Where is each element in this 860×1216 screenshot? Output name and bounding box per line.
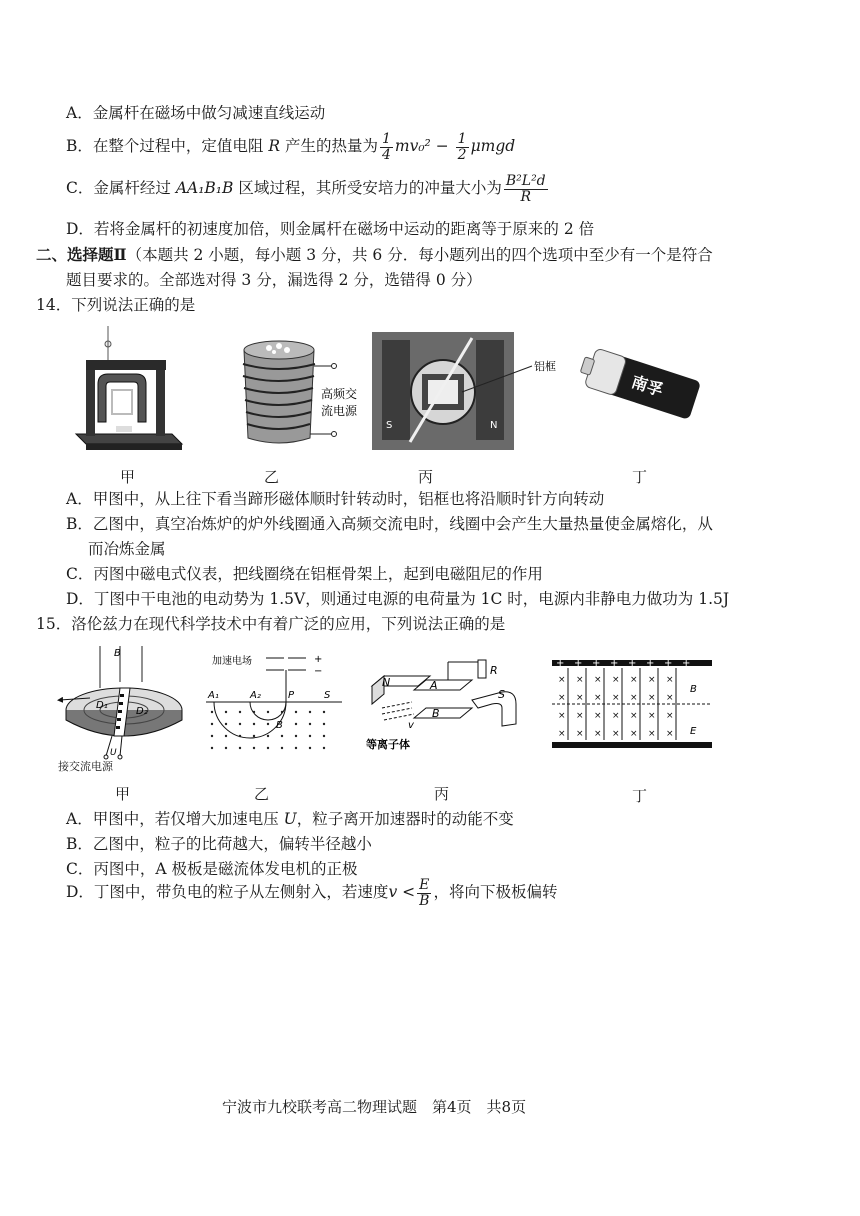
cyclotron-b-label: B [114,648,121,659]
spectrometer-a1: A₁ [208,690,219,701]
mhd-caption: 等离子体 [366,738,410,751]
svg-text:×: × [630,729,638,739]
mhd-s-label: S [498,688,505,701]
svg-text:×: × [648,711,656,721]
svg-text:×: × [594,729,602,739]
svg-text:×: × [630,675,638,685]
svg-text:+: + [556,658,565,669]
meter-n-label: N [490,420,498,431]
svg-text:×: × [594,675,602,685]
q15-caption-yi: 乙 [254,785,270,803]
spectrometer-s: S [324,690,331,701]
q13-option-d: D．若将金属杆的初速度加倍，则金属杆在磁场中运动的距离等于原来的 2 倍 [66,220,595,238]
svg-text:×: × [558,675,566,685]
q15-option-c: C．丙图中，A 极板是磁流体发电机的正极 [66,860,358,878]
furnace-label-2: 流电源 [321,404,358,418]
svg-text:×: × [576,675,584,685]
q14-option-d: D．丁图中干电池的电动势为 1.5V，则通过电源的电荷量为 1C 时，电源内非静电力做功为 1.5J [66,590,730,608]
q15-option-d: D．丁图中，带负电的粒子从左侧射入，若速度v < $\frac{E}{B}$ ，将向下极板偏转 [66,877,558,909]
svg-text:×: × [558,693,566,703]
q13-option-b: B．在整个过程中，定值电阻 R 产生的热量为 $\frac{1}{4}$ mv₀² − $\frac{1}{2}$ μmgd [66,131,516,163]
q14-caption-yi: 乙 [264,468,280,486]
q14-option-b: B．乙图中，真空冶炼炉的炉外线圈通入高频交流电时，线圈中会产生大量热量使金属熔化，从 [66,515,713,533]
mhd-n-label: N [382,676,391,689]
figure-induction-furnace [224,326,364,454]
spectrometer-a2: A₂ [250,690,261,701]
cyclotron-d2-label: D₂ [136,706,148,717]
svg-text:×: × [666,729,674,739]
mhd-r-label: R [490,664,498,677]
q15-stem: 15．洛伦兹力在现代科学技术中有着广泛的应用，下列说法正确的是 [36,615,506,633]
svg-text:×: × [558,729,566,739]
furnace-label-1: 高频交 [321,387,358,401]
figure-mass-spectrometer [204,650,344,760]
fraction-e-over-b: $\frac{E}{B}$ [419,877,430,909]
spectrometer-b: B [276,720,283,731]
q14-option-c: C．丙图中磁电式仪表，把线圈绕在铝框骨架上，起到电磁阻尼的作用 [66,565,543,583]
cyclotron-d1-label: D₁ [96,700,108,711]
svg-text:×: × [612,693,620,703]
fraction-half: $\frac{1}{2}$ [457,131,467,163]
spectrometer-field-label: 加速电场 [212,656,252,667]
selector-b-label: B [690,684,697,695]
svg-text:+: + [628,658,637,669]
svg-text:×: × [612,729,620,739]
svg-text:+: + [664,658,673,669]
svg-text:×: × [612,675,620,685]
svg-text:+: + [574,658,583,669]
q14-stem: 14．下列说法正确的是 [36,296,196,314]
meter-s-label: S [386,420,393,431]
svg-text:×: × [648,693,656,703]
cyclotron-u-label: U [110,748,117,758]
q15-option-b: B．乙图中，粒子的比荷越大，偏转半径越小 [66,835,372,853]
cyclotron-caption: 接交流电源 [58,760,113,773]
figure-rotating-magnet [72,322,184,456]
mhd-a-label: A [430,679,438,692]
q14-caption-ding: 丁 [632,468,648,486]
mhd-b-label: B [432,707,440,720]
svg-text:×: × [648,729,656,739]
svg-text:×: × [576,711,584,721]
svg-text:×: × [666,675,674,685]
svg-text:×: × [576,693,584,703]
section-heading: 二、选择题Ⅱ（本题共 2 小题，每小题 3 分，共 6 分．每小题列出的四个选项中至少有一个是符合 [36,245,713,264]
spectrometer-plus: + [314,654,323,665]
q14-option-a: A．甲图中，从上往下看当蹄形磁体顺时针转动时，铝框也将沿顺时针方向转动 [66,490,605,508]
svg-text:+: + [682,658,691,669]
svg-text:×: × [594,711,602,721]
svg-text:×: × [576,729,584,739]
q14-option-b-cont: 而冶炼金属 [88,540,166,558]
svg-text:×: × [666,711,674,721]
figure-velocity-selector [550,656,718,752]
svg-text:+: + [646,658,655,669]
fraction-quarter: $\frac{1}{4}$ [381,131,391,163]
fraction-impulse: $\frac{\text{B²L²d}}{R}$ [505,173,546,205]
selector-e-label: E [690,726,697,737]
q15-caption-jia: 甲 [115,785,131,803]
spectrometer-p: P [288,690,295,701]
page-footer: 宁波市九校联考高二物理试题 第4页 共8页 [222,1098,527,1116]
svg-text:×: × [612,711,620,721]
svg-text:×: × [558,711,566,721]
q14-caption-bing: 丙 [418,468,434,486]
q13-option-a: A．金属杆在磁场中做匀减速直线运动 [66,104,326,122]
figure-moving-coil-meter [372,332,572,450]
q13-option-c: C．金属杆经过 AA₁B₁B 区域过程，其所受安培力的冲量大小为 $\frac{\text{B²L²d}}{R}$ [66,173,546,205]
svg-text:×: × [630,693,638,703]
figure-mhd-generator [352,656,528,756]
q15-option-a: A．甲图中，若仅增大加速电压 U，粒子离开加速器时的动能不变 [66,810,514,828]
svg-text:×: × [648,675,656,685]
mhd-v-label: v [408,720,414,731]
svg-text:×: × [666,693,674,703]
meter-frame-label: 铝框 [534,360,556,373]
q15-caption-bing: 丙 [434,785,450,803]
spectrometer-minus: − [314,666,323,677]
q14-caption-jia: 甲 [120,468,136,486]
svg-text:+: + [610,658,619,669]
svg-text:×: × [594,693,602,703]
battery-brand: 南孚 [629,371,666,400]
svg-text:×: × [630,711,638,721]
figure-cyclotron [50,642,200,772]
svg-text:+: + [592,658,601,669]
section-desc: 题目要求的。全部选对得 3 分，漏选得 2 分，选错得 0 分） [66,271,482,289]
q15-caption-ding: 丁 [632,787,648,805]
figure-battery [574,338,712,428]
